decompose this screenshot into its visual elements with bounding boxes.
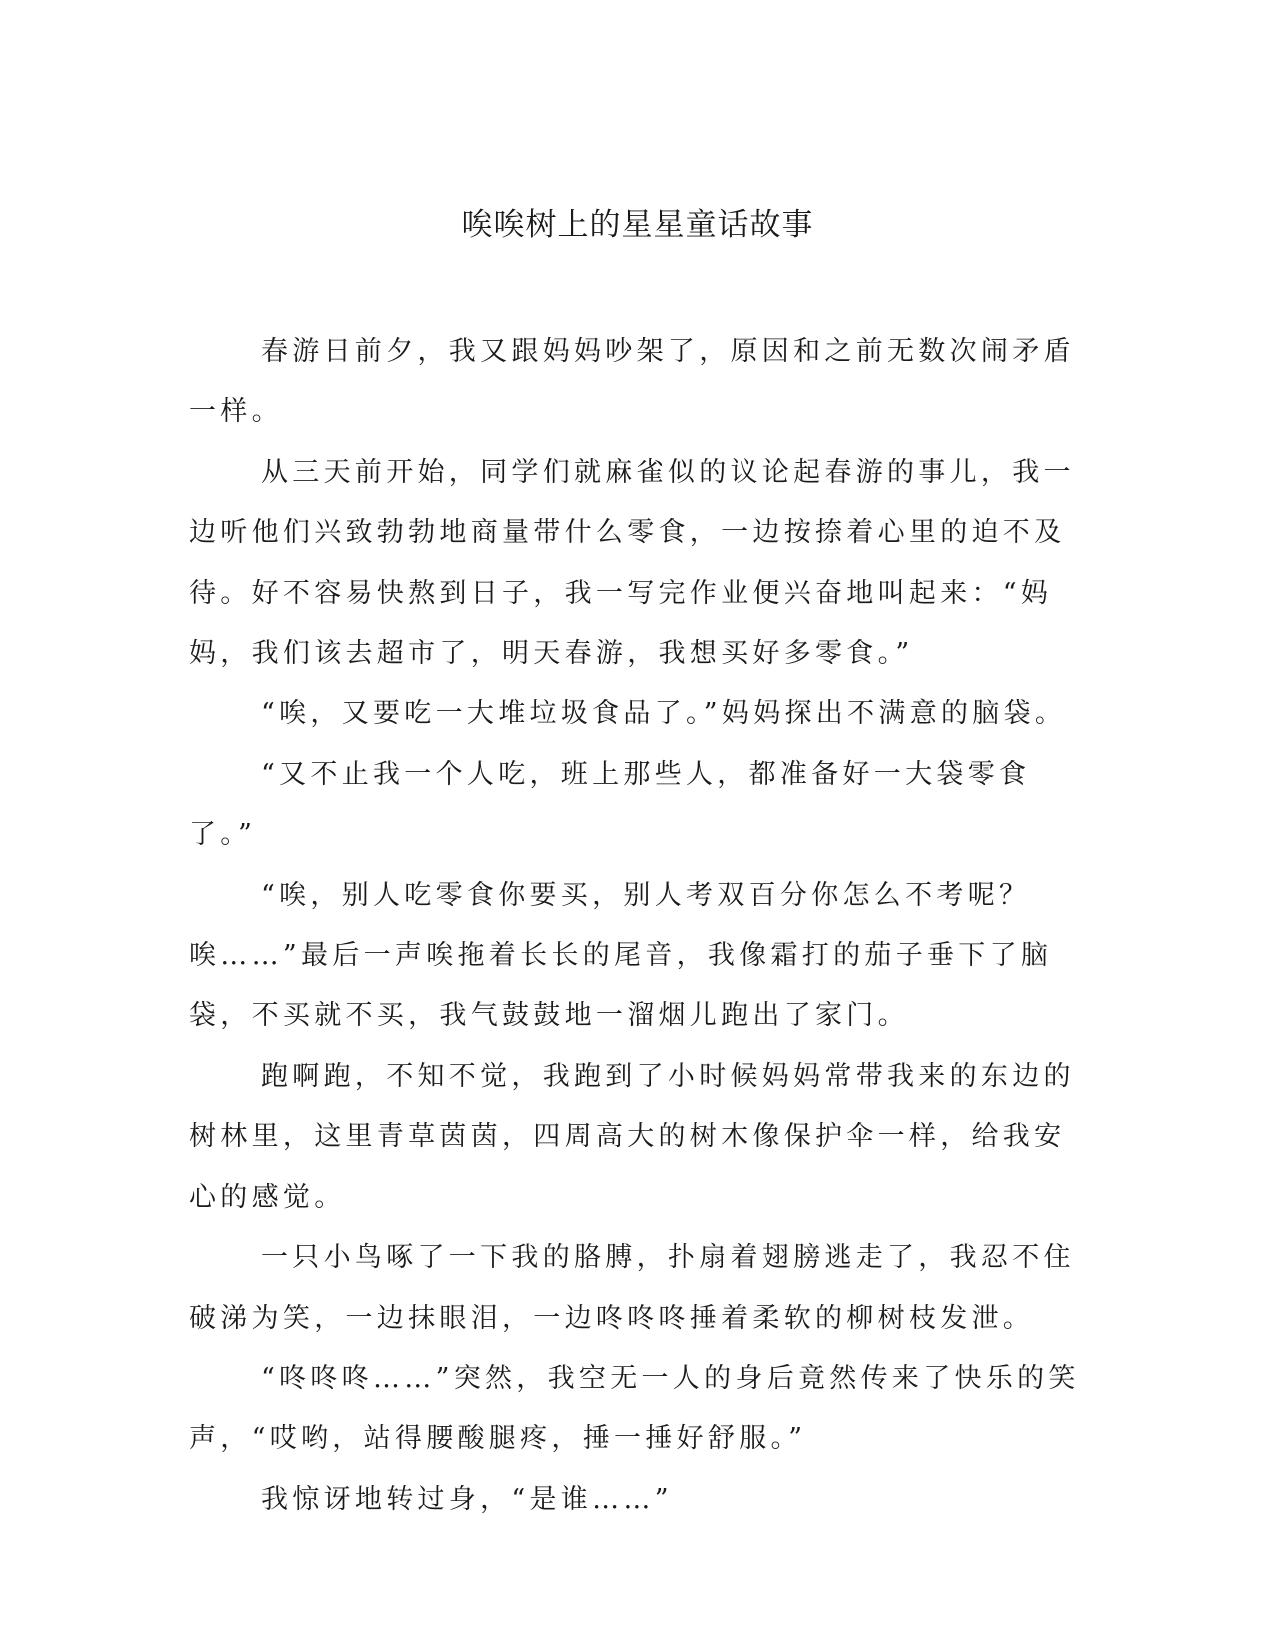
document-body: [189, 322, 1084, 1530]
paragraph-7: 一只小鸟啄了一下我的胳膊，扑扇着翅膀逃走了，我忍不住破涕为笑，一边抹眼泪，一边咚咚咚捶着柔软的柳树枝发泄。: [189, 1242, 1075, 1334]
paragraph-4: “又不止我一个人吃，班上那些人，都准备好一大袋零食了。”: [189, 758, 1031, 851]
paragraph-2: 从三天前开始，同学们就麻雀似的议论起春游的事儿，我一边听他们兴致勃勃地商量带什么零食，一边按捺着心里的迫不及待。好不容易快熬到日子，我一写完作业便兴奋地叫起来：“妈妈，我们该去超市了，明天春游，我想买好多零食。”: [189, 456, 1075, 670]
document-title: 唉唉树上的星星童话故事: [461, 207, 814, 243]
paragraph-5: “唉，别人吃零食你要买，别人考双百分你怎么不考呢？唉……”最后一声唉拖着长长的尾音，我像霜打的茄子垂下了脑袋，不买就不买，我气鼓鼓地一溜烟儿跑出了家门。: [189, 879, 1053, 1032]
paragraph-6: 跑啊跑，不知不觉，我跑到了小时候妈妈常带我来的东边的树林里，这里青草茵茵，四周高大的树木像保护伞一样，给我安心的感觉。: [189, 1060, 1075, 1213]
paragraph-3: “唉，又要吃一大堆垃圾食品了。”妈妈探出不满意的脑袋。: [261, 698, 1067, 730]
paragraph-1: 春游日前夕，我又跟妈妈吵架了，原因和之前无数次闹矛盾一样。: [189, 336, 1075, 428]
paragraph-9: 我惊讶地转过身，“是谁……”: [261, 1483, 673, 1515]
paragraph-8: “咚咚咚……”突然，我空无一人的身后竟然传来了快乐的笑声，“哎哟，站得腰酸腿疼，捶一捶好舒服。”: [189, 1362, 1080, 1455]
